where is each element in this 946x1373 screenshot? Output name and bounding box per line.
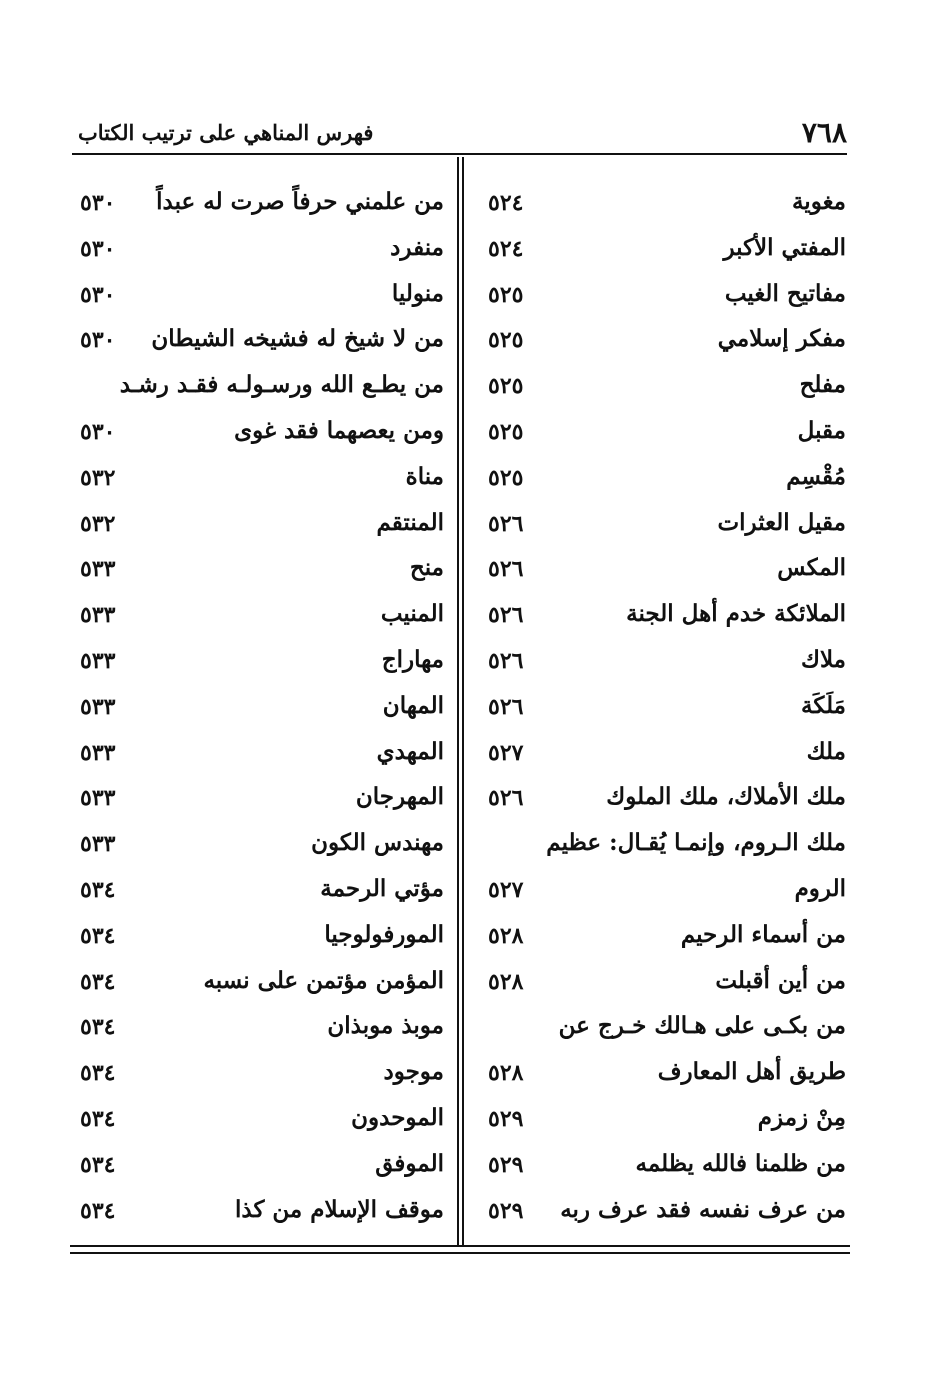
index-entry [474, 1196, 846, 1240]
index-term: مهاراج [381, 646, 444, 673]
index-term: المنتقم [376, 508, 444, 536]
index-term: الموحدون [351, 1104, 444, 1131]
index-entry [474, 875, 846, 919]
index-entry [72, 417, 444, 461]
index-term: ملك الأملاك، ملك الملوك [606, 783, 846, 811]
index-entry [72, 554, 444, 598]
index-term: المهان [382, 691, 444, 719]
index-page-number: ٥٣٢ [80, 464, 116, 491]
index-page-number: ٥٣٤ [80, 1014, 116, 1041]
index-page-number: ٥٢٥ [488, 281, 524, 308]
index-entry [474, 692, 846, 736]
index-term: مَلَكَة [801, 691, 846, 719]
index-page-number: ٥٣٣ [80, 556, 116, 583]
index-entry [72, 875, 444, 919]
index-page-number: ٥٣٠ [80, 281, 116, 308]
index-page-number: ٥٣٤ [80, 1197, 116, 1224]
index-term: الموفق [375, 1149, 444, 1177]
index-entry [474, 829, 846, 873]
index-entry [474, 1104, 846, 1148]
index-entry [72, 463, 444, 507]
index-page-number: ٥٢٨ [488, 922, 524, 949]
index-entry [474, 280, 846, 324]
index-entry [72, 1104, 444, 1148]
index-term: منفرد [390, 233, 444, 261]
index-page-number: ٥٢٦ [488, 648, 524, 674]
index-term: مهندس الكون [311, 829, 444, 857]
index-term: من علمني حرفاً صرت له عبداً [156, 188, 444, 215]
index-entry [474, 1012, 846, 1056]
index-term: الملائكة خدم أهل الجنة [626, 600, 846, 628]
index-entry [474, 783, 846, 827]
index-entry [474, 1150, 846, 1194]
index-entry [72, 738, 444, 782]
index-page-number: ٥٣٣ [80, 785, 116, 812]
page-number: ٧٦٨ [801, 116, 847, 149]
index-entry [474, 967, 846, 1011]
index-entry [72, 1058, 444, 1102]
index-term: من عرف نفسه فقد عرف ربه [560, 1195, 846, 1223]
index-page-number: ٥٣٤ [80, 1060, 116, 1087]
index-term: من يطـع الله ورسـولـه فقـد رشـد [119, 371, 444, 399]
index-term: من أين أقبلت [715, 966, 846, 994]
header-rule [72, 153, 847, 155]
index-term: المنيب [380, 600, 444, 628]
index-entry [72, 829, 444, 873]
index-entry [72, 234, 444, 278]
index-page-number: ٥٢٩ [488, 1197, 524, 1224]
index-entry [72, 1196, 444, 1240]
index-page-number: ٥٢٥ [488, 464, 524, 491]
index-term: مفكر إسلامي [717, 325, 846, 353]
index-page-number: ٥٢٦ [488, 693, 524, 720]
index-entry [72, 1012, 444, 1056]
running-title: فهرس المناهي على ترتيب الكتاب [78, 120, 374, 145]
index-page-number: ٥٣٣ [80, 739, 116, 766]
index-term: المهدي [376, 737, 444, 765]
index-page-number: ٥٢٥ [488, 327, 524, 354]
index-entry [474, 234, 846, 278]
index-term: مقبل [797, 417, 846, 444]
index-page-number: ٥٣٠ [80, 419, 116, 445]
index-page-number: ٥٣٢ [80, 510, 116, 537]
index-entry [72, 188, 444, 232]
index-page-number: ٥٣٤ [80, 1106, 116, 1132]
index-page-number: ٥٣٤ [80, 877, 116, 903]
index-term: من بكـى على هـالك خـرج عن [558, 1012, 846, 1040]
index-entry [474, 188, 846, 232]
index-page-number: ٥٣٤ [80, 922, 116, 949]
index-term: ملك الـروم، وإنمـا يُقـال: عظيم [546, 829, 846, 857]
index-entry [72, 509, 444, 553]
index-entry [474, 1058, 846, 1102]
index-term: مِنْ زمزم [757, 1104, 846, 1131]
index-entry [72, 325, 444, 369]
index-page-number: ٥٢٥ [488, 419, 524, 445]
index-term: المورفولوجيا [324, 920, 444, 948]
index-entry [72, 967, 444, 1011]
index-term: ملك [806, 737, 846, 765]
index-page-number: ٥٢٩ [488, 1106, 524, 1132]
index-term: من أسماء الرحيم [680, 920, 846, 948]
index-page-number: ٥٣٣ [80, 831, 116, 858]
index-term: من ظلمنا فالله يظلمه [635, 1149, 846, 1177]
index-page-number: ٥٢٥ [488, 373, 524, 400]
footer-rule [70, 1245, 850, 1247]
index-entry [474, 646, 846, 690]
index-page-number: ٥٣٣ [80, 693, 116, 720]
index-page-number: ٥٢٦ [488, 785, 524, 812]
index-term: منح [409, 554, 444, 582]
index-page-number: ٥٢٦ [488, 556, 524, 583]
index-term: موقف الإسلام من كذا [234, 1195, 444, 1223]
index-entry [72, 921, 444, 965]
index-entry [474, 600, 846, 644]
index-page-number: ٥٢٤ [488, 190, 524, 216]
index-term: المهرجان [355, 783, 444, 811]
index-entry [474, 921, 846, 965]
index-term: مناة [405, 462, 444, 490]
index-term: ملاك [800, 646, 846, 673]
index-page-number: ٥٣٣ [80, 602, 116, 629]
index-page-number: ٥٢٧ [488, 877, 524, 903]
index-term: المفتي الأكبر [723, 233, 846, 261]
index-term: مقيل العثرات [717, 508, 846, 536]
index-entry [474, 738, 846, 782]
index-entry [72, 1150, 444, 1194]
index-page-number: ٥٣٤ [80, 968, 116, 995]
index-page-number: ٥٢٤ [488, 235, 524, 262]
index-term: مؤتي الرحمة [320, 875, 444, 902]
index-term: الروم [794, 875, 846, 902]
footer-rule [70, 1252, 850, 1254]
index-page-number: ٥٣٤ [80, 1151, 116, 1178]
index-page-number: ٥٢٦ [488, 602, 524, 629]
index-term: المؤمن مؤتمن على نسبه [203, 966, 444, 994]
index-term: موجود [383, 1058, 444, 1086]
index-page-number: ٥٢٩ [488, 1151, 524, 1178]
index-term: منوليا [391, 279, 444, 307]
page-header [72, 112, 847, 152]
index-entry [72, 646, 444, 690]
index-page-number: ٥٣٠ [80, 235, 116, 262]
index-entry [474, 509, 846, 553]
index-term: موبذ موبذان [327, 1012, 444, 1040]
index-term: مفلح [799, 371, 846, 399]
column-divider [457, 157, 464, 1247]
index-entry [72, 783, 444, 827]
index-term: طريق أهل المعارف [657, 1058, 846, 1086]
index-entry [474, 554, 846, 598]
index-page-number: ٥٣٠ [80, 190, 116, 216]
index-term: مفاتيح الغيب [724, 279, 846, 307]
index-entry [72, 371, 444, 415]
index-page-number: ٥٣٠ [80, 327, 116, 354]
index-term: مغوية [791, 188, 846, 215]
index-entry [474, 371, 846, 415]
index-page-number: ٥٢٨ [488, 968, 524, 995]
index-entry [474, 417, 846, 461]
index-entry [72, 600, 444, 644]
index-term: مُقْسِم [786, 462, 846, 490]
index-entry [72, 692, 444, 736]
index-term: ومن يعصهما فقد غوى [234, 417, 444, 444]
index-term: من لا شيخ له فشيخه الشيطان [151, 325, 444, 353]
index-page-number: ٥٣٣ [80, 648, 116, 674]
index-page-number: ٥٢٨ [488, 1060, 524, 1087]
index-page-number: ٥٢٧ [488, 739, 524, 766]
index-entry [474, 463, 846, 507]
index-page-number: ٥٢٦ [488, 510, 524, 537]
index-entry [72, 280, 444, 324]
index-entry [474, 325, 846, 369]
index-term: المكس [777, 554, 846, 582]
